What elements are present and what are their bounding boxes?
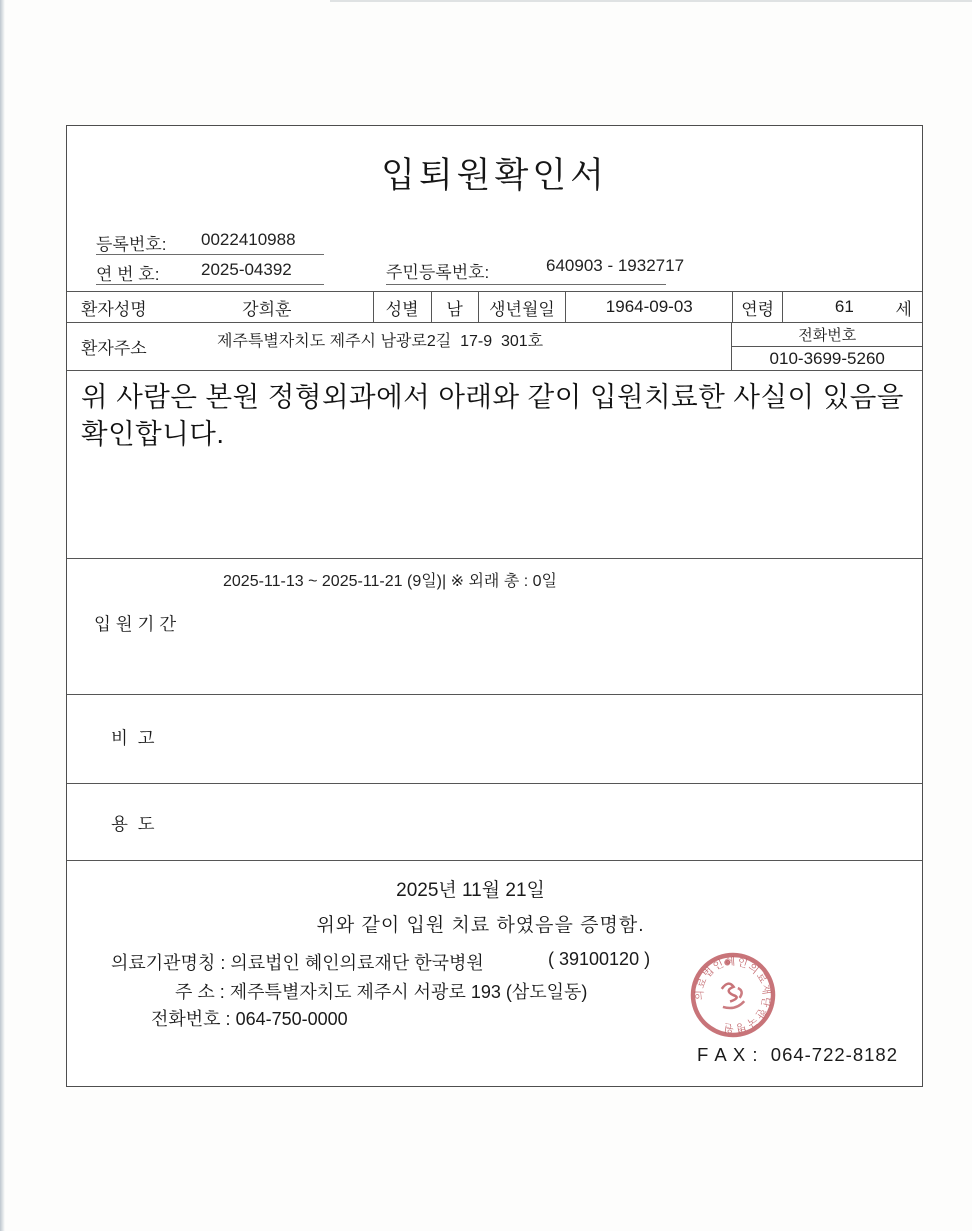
patient-address-label: 환자주소	[81, 339, 147, 358]
birthdate-label: 생년월일	[478, 292, 566, 322]
institution-address-line	[175, 978, 587, 1004]
issue-date: 2025년 11월 21일	[396, 880, 545, 901]
institution-name: 의료법인 혜인의료재단 한국병원	[230, 953, 484, 973]
admission-period-section	[67, 558, 922, 694]
registration-underline	[96, 254, 324, 255]
patient-name-value: 강희훈	[242, 299, 292, 319]
resident-number-label: 주민등록번호:	[386, 263, 490, 282]
patient-phone-label: 전화번호	[798, 327, 857, 344]
institution-code: ( 39100120 )	[548, 949, 651, 969]
sex-label: 성별	[373, 292, 431, 322]
hospital-seal-stamp-icon	[682, 944, 784, 1046]
age-value: 61	[834, 297, 854, 316]
confirmation-statement: 위 사람은 본원 정형외과에서 아래와 같이 입원치료한 사실이 있음을 확인합니다.	[81, 381, 904, 449]
certification-footer	[67, 860, 922, 1089]
fax-label: F A X :	[697, 1044, 771, 1065]
registration-number-value: 0022410988	[201, 230, 296, 249]
patient-phone-value: 010-3699-5260	[732, 346, 922, 370]
institution-address-label: 주 소 :	[175, 982, 230, 1002]
patient-name-row	[67, 291, 922, 322]
patient-address-cell	[67, 323, 731, 370]
patient-address-value: 제주특별자치도 제주시 남광로2길 17-9 301호	[217, 333, 544, 350]
fax-value: 064-722-8182	[770, 1044, 898, 1065]
document-border-box	[66, 125, 923, 1087]
registration-number-label: 등록번호:	[96, 235, 167, 254]
resident-number-value: 640903 - 1932717	[546, 256, 685, 275]
purpose-label: 용 도	[111, 814, 155, 834]
certify-statement: 위와 같이 입원 치료 하였음을 증명함.	[316, 915, 645, 936]
serial-number-label: 연 번 호:	[96, 265, 160, 284]
institution-phone-label: 전화번호 :	[151, 1009, 236, 1029]
serial-number-value: 2025-04392	[201, 260, 292, 279]
confirmation-statement-section	[67, 370, 922, 558]
institution-phone-value: 064-750-0000	[235, 1009, 348, 1029]
age-label: 연령	[732, 292, 782, 322]
institution-phone-line	[151, 1005, 348, 1031]
document-header	[67, 126, 922, 291]
age-value-cell	[782, 292, 922, 322]
remarks-section	[67, 694, 922, 783]
remarks-label: 비 고	[111, 728, 155, 748]
patient-address-row	[67, 322, 922, 370]
patient-name-label: 환자성명	[81, 299, 147, 319]
age-unit: 세	[895, 299, 912, 319]
fax-line	[697, 1044, 898, 1066]
serial-underline	[96, 284, 324, 285]
institution-address-value: 제주특별자치도 제주시 서광로 193 (삼도일동)	[229, 982, 588, 1002]
admission-period-value: 2025-11-13 ~ 2025-11-21 (9일)| ※ 외래 총 : 0일	[223, 573, 557, 590]
birthdate-value: 1964-09-03	[565, 292, 732, 322]
resident-underline	[386, 284, 666, 285]
seal-rim-text: 의료법인혜인의료재단한국병원	[693, 955, 773, 1035]
scan-edge-artifact-left	[0, 0, 5, 1231]
institution-line	[111, 949, 484, 975]
purpose-section	[67, 783, 922, 860]
scan-edge-artifact-top	[330, 0, 972, 2]
admission-period-label: 입 원 기 간	[94, 614, 177, 634]
page-title: 입퇴원확인서	[381, 156, 608, 195]
sex-value: 남	[431, 292, 478, 322]
patient-name-cell	[67, 292, 373, 322]
institution-label: 의료기관명칭 :	[111, 953, 231, 973]
patient-phone-column	[731, 323, 922, 370]
